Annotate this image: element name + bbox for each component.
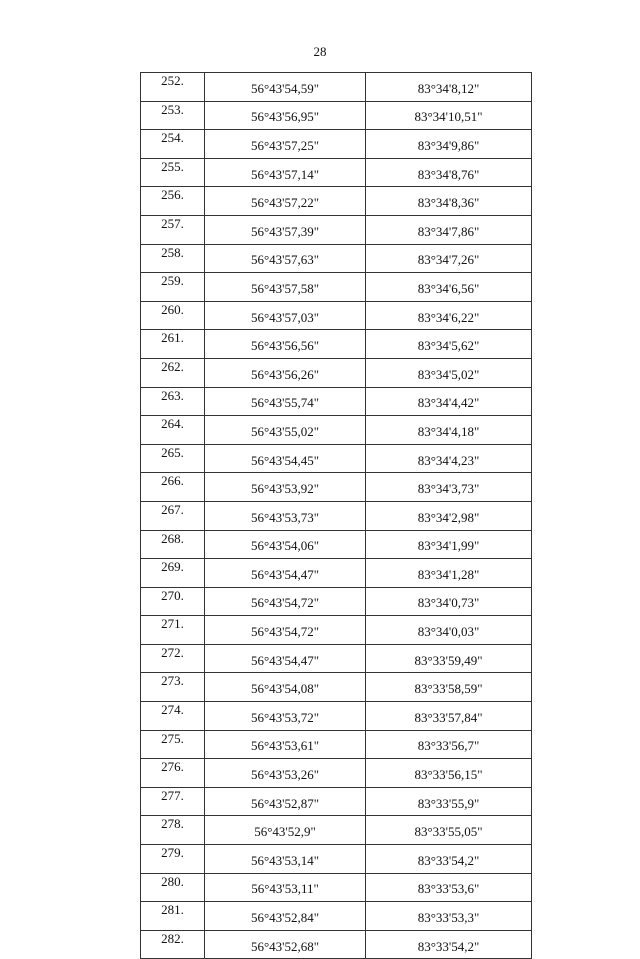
- point-number-cell: 265.: [141, 444, 205, 473]
- page-number: 28: [313, 44, 327, 59]
- table-row: [141, 330, 532, 359]
- table-row: [141, 845, 532, 874]
- point-number-cell: 270.: [141, 587, 205, 616]
- latitude-cell: 56°43'56,95": [205, 101, 366, 130]
- longitude-cell: 83°34'1,28": [366, 559, 532, 588]
- longitude-cell: 83°33'58,59": [366, 673, 532, 702]
- table-row: [141, 301, 532, 330]
- latitude-cell: 56°43'56,26": [205, 358, 366, 387]
- table-row: [141, 787, 532, 816]
- longitude-cell: 83°33'57,84": [366, 702, 532, 731]
- longitude-cell: 83°34'10,51": [366, 101, 532, 130]
- point-number-cell: 278.: [141, 816, 205, 845]
- longitude-cell: 83°33'56,7": [366, 730, 532, 759]
- longitude-cell: 83°34'5,62": [366, 330, 532, 359]
- longitude-cell: 83°34'2,98": [366, 501, 532, 530]
- table-row: [141, 587, 532, 616]
- point-number-cell: 252.: [141, 73, 205, 102]
- longitude-cell: 83°34'5,02": [366, 358, 532, 387]
- point-number-cell: 264.: [141, 416, 205, 445]
- table-row: [141, 130, 532, 159]
- latitude-cell: 56°43'53,11": [205, 873, 366, 902]
- latitude-cell: 56°43'53,61": [205, 730, 366, 759]
- longitude-cell: 83°33'54,2": [366, 845, 532, 874]
- coordinates-table-body: [141, 73, 532, 959]
- point-number-cell: 272.: [141, 644, 205, 673]
- latitude-cell: 56°43'53,14": [205, 845, 366, 874]
- table-row: [141, 730, 532, 759]
- longitude-cell: 83°34'6,56": [366, 273, 532, 302]
- table-row: [141, 358, 532, 387]
- point-number-cell: 281.: [141, 902, 205, 931]
- longitude-cell: 83°33'53,3": [366, 902, 532, 931]
- point-number-cell: 256.: [141, 187, 205, 216]
- point-number-cell: 273.: [141, 673, 205, 702]
- point-number-cell: 269.: [141, 559, 205, 588]
- point-number-cell: 268.: [141, 530, 205, 559]
- latitude-cell: 56°43'52,87": [205, 787, 366, 816]
- longitude-cell: 83°34'0,73": [366, 587, 532, 616]
- longitude-cell: 83°34'9,86": [366, 130, 532, 159]
- latitude-cell: 56°43'52,84": [205, 902, 366, 931]
- point-number-cell: 267.: [141, 501, 205, 530]
- latitude-cell: 56°43'55,74": [205, 387, 366, 416]
- table-row: [141, 473, 532, 502]
- point-number-cell: 258.: [141, 244, 205, 273]
- table-row: [141, 902, 532, 931]
- latitude-cell: 56°43'52,68": [205, 930, 366, 959]
- table-row: [141, 244, 532, 273]
- latitude-cell: 56°43'54,08": [205, 673, 366, 702]
- latitude-cell: 56°43'53,73": [205, 501, 366, 530]
- latitude-cell: 56°43'56,56": [205, 330, 366, 359]
- table-row: [141, 444, 532, 473]
- point-number-cell: 277.: [141, 787, 205, 816]
- latitude-cell: 56°43'57,25": [205, 130, 366, 159]
- longitude-cell: 83°34'8,36": [366, 187, 532, 216]
- table-row: [141, 501, 532, 530]
- point-number-cell: 260.: [141, 301, 205, 330]
- table-row: [141, 673, 532, 702]
- longitude-cell: 83°33'59,49": [366, 644, 532, 673]
- point-number-cell: 255.: [141, 158, 205, 187]
- point-number-cell: 262.: [141, 358, 205, 387]
- longitude-cell: 83°34'4,18": [366, 416, 532, 445]
- table-row: [141, 158, 532, 187]
- latitude-cell: 56°43'54,45": [205, 444, 366, 473]
- longitude-cell: 83°34'7,86": [366, 215, 532, 244]
- table-row: [141, 530, 532, 559]
- table-row: [141, 873, 532, 902]
- longitude-cell: 83°34'1,99": [366, 530, 532, 559]
- longitude-cell: 83°34'4,23": [366, 444, 532, 473]
- latitude-cell: 56°43'54,59": [205, 73, 366, 102]
- table-row: [141, 273, 532, 302]
- latitude-cell: 56°43'54,06": [205, 530, 366, 559]
- longitude-cell: 83°33'54,2": [366, 930, 532, 959]
- longitude-cell: 83°33'53,6": [366, 873, 532, 902]
- table-row: [141, 759, 532, 788]
- point-number-cell: 274.: [141, 702, 205, 731]
- point-number-cell: 263.: [141, 387, 205, 416]
- latitude-cell: 56°43'52,9": [205, 816, 366, 845]
- table-row: [141, 387, 532, 416]
- latitude-cell: 56°43'57,22": [205, 187, 366, 216]
- longitude-cell: 83°33'55,05": [366, 816, 532, 845]
- table-row: [141, 187, 532, 216]
- point-number-cell: 254.: [141, 130, 205, 159]
- table-row: [141, 644, 532, 673]
- latitude-cell: 56°43'57,03": [205, 301, 366, 330]
- latitude-cell: 56°43'54,72": [205, 616, 366, 645]
- table-row: [141, 616, 532, 645]
- longitude-cell: 83°34'8,76": [366, 158, 532, 187]
- longitude-cell: 83°34'0,03": [366, 616, 532, 645]
- table-row: [141, 702, 532, 731]
- table-row: [141, 73, 532, 102]
- longitude-cell: 83°34'8,12": [366, 73, 532, 102]
- point-number-cell: 259.: [141, 273, 205, 302]
- point-number-cell: 257.: [141, 215, 205, 244]
- table-row: [141, 559, 532, 588]
- longitude-cell: 83°33'55,9": [366, 787, 532, 816]
- point-number-cell: 271.: [141, 616, 205, 645]
- point-number-cell: 253.: [141, 101, 205, 130]
- longitude-cell: 83°34'4,42": [366, 387, 532, 416]
- longitude-cell: 83°34'7,26": [366, 244, 532, 273]
- longitude-cell: 83°34'6,22": [366, 301, 532, 330]
- latitude-cell: 56°43'53,72": [205, 702, 366, 731]
- point-number-cell: 275.: [141, 730, 205, 759]
- latitude-cell: 56°43'57,63": [205, 244, 366, 273]
- point-number-cell: 279.: [141, 845, 205, 874]
- latitude-cell: 56°43'55,02": [205, 416, 366, 445]
- point-number-cell: 276.: [141, 759, 205, 788]
- point-number-cell: 266.: [141, 473, 205, 502]
- point-number-cell: 280.: [141, 873, 205, 902]
- latitude-cell: 56°43'53,26": [205, 759, 366, 788]
- longitude-cell: 83°33'56,15": [366, 759, 532, 788]
- latitude-cell: 56°43'54,47": [205, 644, 366, 673]
- point-number-cell: 282.: [141, 930, 205, 959]
- table-row: [141, 816, 532, 845]
- latitude-cell: 56°43'54,47": [205, 559, 366, 588]
- table-row: [141, 215, 532, 244]
- coordinates-table: [140, 72, 532, 959]
- longitude-cell: 83°34'3,73": [366, 473, 532, 502]
- latitude-cell: 56°43'57,58": [205, 273, 366, 302]
- table-row: [141, 416, 532, 445]
- point-number-cell: 261.: [141, 330, 205, 359]
- latitude-cell: 56°43'57,14": [205, 158, 366, 187]
- table-row: [141, 101, 532, 130]
- latitude-cell: 56°43'53,92": [205, 473, 366, 502]
- table-row: [141, 930, 532, 959]
- latitude-cell: 56°43'54,72": [205, 587, 366, 616]
- latitude-cell: 56°43'57,39": [205, 215, 366, 244]
